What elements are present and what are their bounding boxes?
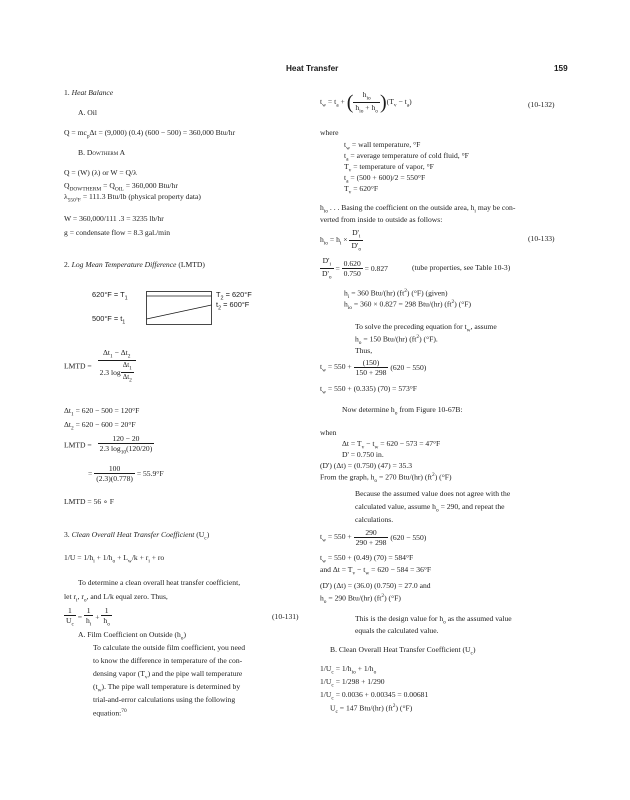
equation-tag-10-133: (10-133): [528, 234, 555, 243]
paragraph-repeat-l2: calculated value, assume $h_o = 290$, and repeat the: [355, 502, 505, 514]
page-number: 159: [554, 64, 568, 73]
paragraph-repeat-l1: Because the assumed value does not agree with the: [355, 489, 511, 498]
equation-uc-2: $1/U_c = 1/298 + 1/290$: [320, 677, 385, 689]
equation-q-dowtherm: Q = (W) (λ) or W = Q/λ: [64, 168, 137, 177]
equation-hio: $h_{io} = 360 \times 0.827 = 298$ Btu/(hr) $(ft^2)$ (°F): [344, 299, 471, 312]
paragraph-film-l3: densing vapor $(T_v)$ and the pipe wall temperature: [93, 669, 243, 681]
equation-uc-1: $1/U_c = 1/h_{io} + 1/h_o$: [320, 664, 377, 676]
subsection-film-coefficient: A. Film Coefficient on Outside $(h_o)$: [78, 630, 187, 642]
paragraph-design-l2: equals the calculated value.: [355, 626, 439, 635]
paragraph-film-l6: equation:$^{70}$: [93, 708, 127, 718]
where-item-Tv-value: $T_v = 620^\circ F$: [344, 184, 379, 196]
delta-t2: $\Delta t_2 = 620 - 600 = 20^\circ F$: [64, 420, 136, 432]
equation-delta-t: $\Delta t = T_v - t_w = 620 - 573 = 47^\circ F$: [342, 439, 441, 451]
graph-ho: From the graph, $h_o = 270$ Btu/(hr) $(ft^2)$ (°F): [320, 472, 452, 485]
subsection-clean-overall: B. Clean Overall Heat Transfer Coefficient $(U_c)$: [330, 645, 476, 657]
equation-w: W = 360,000/111 .3 = 3235 lb/hr: [64, 214, 164, 223]
equation-d-delta-t-2: (D') (Δt) = (36.0) (0.750) = 27.0 and: [320, 581, 431, 590]
equation-tag-10-132: (10-132): [528, 100, 555, 109]
section-2-heading: 2. Log Mean Temperature Difference (LMTD): [64, 260, 205, 269]
subsection-dowtherm: B. Dowtherm A: [78, 148, 126, 157]
equation-ho-2: $h_o = 290$ Btu/(hr) $(ft^2)$ (°F): [320, 593, 401, 606]
equation-tw-trial-1: $t_w = 550$ + $\frac{(150)}{150 + 298}$ (620 − 550): [320, 358, 427, 378]
subsection-oil: A. Oil: [78, 108, 97, 117]
equation-d-delta-t: (D') (Δt) = (0.750) (47) = 35.3: [320, 461, 413, 470]
equation-10-132: $t_w = t_a$ + ( $\frac{h_{io}}{h_{io} + h_o}$ )$(T_v - t_a)$: [320, 90, 412, 115]
equation-tw-trial-2: $t_w = 550$ + $\frac{290}{290 + 298}$ (620 − 550): [320, 528, 427, 548]
paragraph-clean-u-1: To determine a clean overall heat transfer coefficient,: [78, 578, 241, 587]
equation-g: g = condensate flow = 8.3 gal./min: [64, 228, 170, 237]
equation-hi: $h_i = 360$ Btu/(hr) $(ft^2)$ (°F) (given): [344, 288, 448, 301]
lmtd-result: LMTD = 56 ∘ F: [64, 497, 114, 506]
paragraph-film-l1: To calculate the outside film coefficient, you need: [93, 643, 245, 652]
lmtd-numeric: LMTD = $\frac{120 - 20}{2.3 \log_{10}(120/20)}$: [64, 434, 153, 456]
section-3-heading: 3. Clean Overall Heat Transfer Coefficient $(U_c)$: [64, 530, 210, 542]
where-item-ta-value: $t_a = (500 + 600)/2 = 550^\circ F$: [344, 173, 426, 185]
tube-properties-note: (tube properties, see Table 10-3): [412, 263, 511, 272]
where-item-ta: $t_a$ = average temperature of cold fluid, °F: [344, 151, 469, 163]
where-label: where: [320, 128, 339, 137]
figure-label-t1: $500^\circ F = t_1$: [92, 314, 126, 326]
lmtd-formula: LMTD = $\Delta t_1 - \Delta t_2$ 2.3 log $\frac{\Delta t_1}{\Delta t_2}$: [64, 348, 136, 385]
where-item-Tv: $T_v$ = temperature of vapor, °F: [344, 162, 434, 174]
determine-ho: Now determine $h_o$ from Figure 10-67B:: [342, 405, 463, 417]
where-item-tw: $t_w$ = wall temperature, °F: [344, 140, 421, 152]
paragraph-solve-l2: $h_o = 150$ Btu/(hr) $(ft^2)$ (°F).: [355, 334, 438, 347]
equation-uc-result: $U_c = 147$ Btu/(hr) $(ft^2)$ (°F): [330, 703, 413, 716]
equation-10-133: $h_{io} = h_i$ × $\frac{D'_i}{D'_o}$: [320, 228, 362, 253]
paragraph-film-l5: trial-and-error calculations using the following: [93, 695, 236, 704]
paragraph-repeat-l3: calculations.: [355, 515, 394, 524]
equation-tag-10-131: (10-131): [272, 612, 299, 621]
paragraph-solve-l1: To solve the preceding equation for $t_w$, assume: [355, 322, 497, 334]
equation-delta-t-2: and $\Delta t = T_v - t_w = 620 - 584 = 36^\circ F$: [320, 565, 432, 577]
figure-label-T1: $620^\circ F = T_1$: [92, 290, 128, 302]
equation-q-equal: $Q_{DOWTHERM} = Q_{OIL} = 360,000$ Btu/hr: [64, 181, 178, 193]
delta-t1: $\Delta t_1 = 620 - 500 = 120^\circ F$: [64, 406, 140, 418]
paragraph-solve-l3: Thus,: [355, 346, 373, 355]
equation-q-oil: $Q = mc_p\Delta t = (9,000)$ (0.4) (600 − 500) = 360,000 Btu/hr: [64, 128, 236, 140]
figure-label-t2: $t_2 = 600^\circ F$: [216, 300, 250, 312]
lmtd-evaluated: = $\frac{100}{(2.3)(0.778)}$ = 55.9°F: [88, 464, 164, 484]
equation-diameter-ratio: $\frac{D'_i}{D'_o}$ = $\frac{0.620}{0.750}$ = 0.827: [322, 256, 388, 281]
running-header-title: Heat Transfer: [286, 64, 339, 73]
cold-fluid-line: [147, 305, 212, 319]
paragraph-film-l4: $(t_w)$. The pipe wall temperature is determined by: [93, 682, 241, 694]
equation-lambda: $\lambda_{550^\circ F} = 111.3$ Btu/lb (physical property data): [64, 192, 201, 204]
paragraph-design-l1: This is the design value for $h_o$ as the assumed value: [355, 614, 512, 626]
equation-uc-3: $1/U_c = 0.0036 + 0.00345 = 0.00681$: [320, 690, 429, 702]
paragraph-film-l2: to know the difference in temperature of the con-: [93, 656, 243, 665]
equation-overall-u: $1/U = 1/h_i + 1/h_o + L_w/k + r_i$ + ro: [64, 553, 165, 565]
paragraph-hio-l2: verted from inside to outside as follows:: [320, 215, 443, 224]
equation-10-131: $\frac{1}{U_c}$ = $\frac{1}{h_i}$ + $\frac{1}{h_o}$: [66, 606, 110, 628]
when-label: when: [320, 428, 337, 437]
equation-tw-result-1: $t_w = 550 + (0.335) (70) = 573^\circ F$: [320, 384, 418, 396]
lmtd-temperature-diagram: [146, 291, 212, 325]
diagram-box: [147, 292, 212, 325]
figure-label-T2: $T_2 = 620^\circ F$: [216, 290, 252, 302]
equation-d-prime: D' = 0.750 in.: [342, 450, 384, 459]
paragraph-clean-u-2: let $r_i$, $r_o$, and L/k equal zero. Thus,: [64, 592, 168, 604]
equation-tw-result-2: $t_w = 550 + (0.49) (70) = 584^\circ F$: [320, 553, 414, 565]
paragraph-hio-l1: $h_{io}$ . . . Basing the coefficient on the outside area, $h_i$ may be con-: [320, 203, 516, 215]
section-1-heading: 1. Heat Balance: [64, 88, 114, 97]
